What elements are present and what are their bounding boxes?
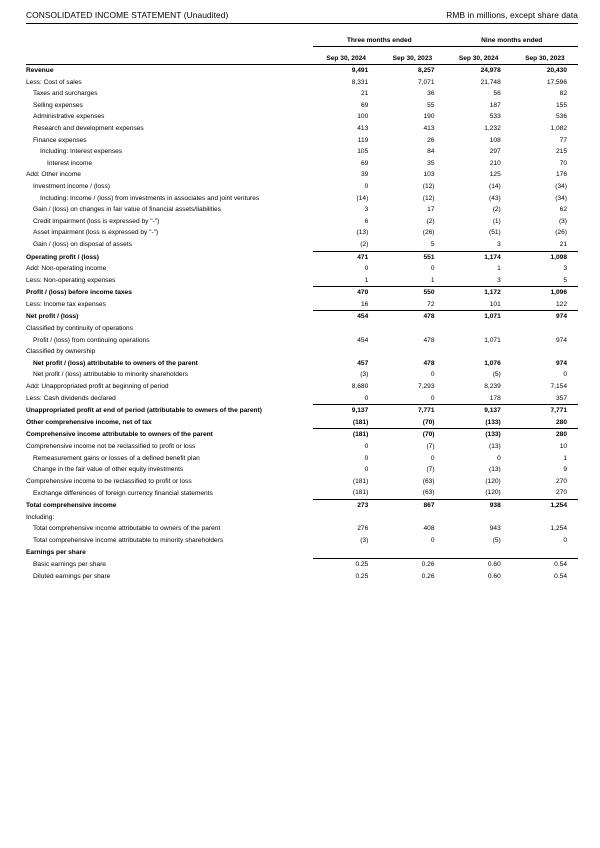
row-value: 270 xyxy=(555,489,567,497)
table-row xyxy=(26,77,578,89)
row-value: 7,293 xyxy=(418,383,435,391)
row-value: (70) xyxy=(379,429,445,441)
row-label: Asset impairment (loss is expressed by "-") xyxy=(33,229,159,237)
table-row xyxy=(26,535,578,547)
row-label: Net profit / (loss) xyxy=(26,313,79,321)
row-value: (13) xyxy=(356,229,369,237)
row-value: 943 xyxy=(489,525,501,533)
row-value xyxy=(313,546,379,558)
row-value: 9,137 xyxy=(446,405,512,417)
row-value: (5) xyxy=(492,536,501,544)
row-value: 8,257 xyxy=(418,67,435,74)
row-value: 0 xyxy=(364,454,369,462)
row-value: 10 xyxy=(559,443,567,450)
row-label: Gain / (loss) on disposal of assets xyxy=(33,241,132,249)
table-row xyxy=(26,323,578,335)
row-value: 8,331 xyxy=(351,78,369,86)
table-row xyxy=(26,358,578,370)
row-value: (26) xyxy=(555,229,567,237)
row-value: (7) xyxy=(426,466,435,474)
row-value: (5) xyxy=(492,371,501,379)
table-row xyxy=(26,417,578,429)
row-value: 187 xyxy=(489,101,501,109)
row-value: 7,771 xyxy=(512,405,578,417)
row-value: 35 xyxy=(427,159,435,167)
row-value: 270 xyxy=(555,477,567,485)
row-label: Exchange differences of foreign currency financial statements xyxy=(33,489,213,497)
table-column-header-row xyxy=(26,49,578,65)
row-value: 470 xyxy=(313,287,379,299)
row-value: 867 xyxy=(379,499,445,511)
row-value: 0 xyxy=(364,443,369,450)
table-row xyxy=(26,381,578,393)
row-value xyxy=(313,512,379,524)
row-value xyxy=(379,546,445,558)
row-value: 357 xyxy=(555,394,567,402)
row-label: Less: Non-operating expenses xyxy=(26,277,116,285)
group-header-three-months: Three months ended xyxy=(313,33,445,49)
table-row xyxy=(26,193,578,205)
table-row xyxy=(26,393,578,405)
row-value: 70 xyxy=(559,159,567,167)
table-row xyxy=(26,239,578,251)
row-label: Total comprehensive income xyxy=(26,501,117,509)
document-header xyxy=(26,10,578,24)
table-group-header-row xyxy=(26,33,578,49)
table-row xyxy=(26,405,578,417)
row-value: 0 xyxy=(430,454,435,462)
row-label: Research and development expenses xyxy=(33,124,144,132)
row-value: 1,232 xyxy=(484,124,501,132)
row-value: 3 xyxy=(563,265,567,273)
row-label: Total comprehensive income attributable to minority shareholders xyxy=(33,536,224,544)
row-value: 0.26 xyxy=(421,572,435,580)
row-value: 0.54 xyxy=(512,558,578,570)
row-value: 1,076 xyxy=(484,359,501,367)
row-value: 1,254 xyxy=(550,525,567,533)
table-row xyxy=(26,299,578,311)
row-label: Add: Unappropriated profit at beginning of period xyxy=(26,383,169,391)
row-value: 6 xyxy=(364,217,369,225)
table-row xyxy=(26,100,578,112)
row-value: (181) xyxy=(352,477,369,485)
row-value: 0 xyxy=(364,394,369,402)
row-value: 0 xyxy=(364,466,369,474)
row-value: 1,082 xyxy=(550,124,567,132)
table-row xyxy=(26,346,578,358)
table-row xyxy=(26,546,578,558)
row-label: Operating profit / (loss) xyxy=(26,253,99,261)
column-header-0: Sep 30, 2024 xyxy=(313,49,379,65)
row-value: (133) xyxy=(446,429,512,441)
row-value: (26) xyxy=(422,229,435,237)
row-value: (43) xyxy=(489,194,501,202)
row-value: 454 xyxy=(357,336,369,344)
row-label: Less: Cost of sales xyxy=(26,78,82,86)
row-value: 0 xyxy=(430,394,435,402)
row-value: 536 xyxy=(555,113,567,121)
row-value: (34) xyxy=(555,182,567,190)
row-value: 69 xyxy=(360,159,369,167)
table-row xyxy=(26,275,578,287)
table-row xyxy=(26,311,578,323)
row-label: Profit / (loss) from continuing operations xyxy=(33,336,150,344)
row-value: (2) xyxy=(492,206,501,214)
row-value: (14) xyxy=(356,194,369,202)
row-label: Add: Non-operating income xyxy=(26,265,107,273)
row-value: 0 xyxy=(563,536,567,544)
table-row xyxy=(26,111,578,123)
row-value xyxy=(446,546,512,558)
row-value: (181) xyxy=(352,418,369,426)
row-value: 1 xyxy=(364,276,369,284)
row-value: 8,680 xyxy=(351,383,369,391)
table-row xyxy=(26,453,578,465)
row-value: 26 xyxy=(427,136,435,144)
row-label: Classified by ownership xyxy=(26,348,96,356)
row-value: 155 xyxy=(555,101,567,109)
row-value: 3 xyxy=(497,240,501,248)
row-value: (120) xyxy=(485,477,501,485)
table-row xyxy=(26,499,578,511)
row-value xyxy=(446,323,512,335)
row-value xyxy=(512,346,578,358)
row-value: (51) xyxy=(489,229,501,237)
row-value: 7,771 xyxy=(379,405,445,417)
row-label: Interest income xyxy=(47,159,93,167)
row-value: 17 xyxy=(427,206,435,214)
row-value: (3) xyxy=(558,217,567,225)
row-value: 0 xyxy=(430,265,435,273)
row-value: (63) xyxy=(422,489,435,497)
row-value: (2) xyxy=(426,217,435,225)
row-value: 1,254 xyxy=(512,499,578,511)
row-value: 77 xyxy=(559,136,567,144)
row-label: Including: Income / (loss) from investments in associates and joint ventures xyxy=(40,194,260,202)
row-value: 108 xyxy=(489,136,501,144)
row-value: 471 xyxy=(313,251,379,263)
row-value: 69 xyxy=(360,101,369,109)
row-value: 176 xyxy=(555,171,567,179)
row-value: 1,098 xyxy=(512,251,578,263)
row-value: (12) xyxy=(422,182,435,190)
row-value xyxy=(379,512,445,524)
row-value: 413 xyxy=(423,124,435,132)
row-value: 39 xyxy=(360,171,369,179)
row-value: 82 xyxy=(559,90,567,98)
table-row xyxy=(26,135,578,147)
row-label: Comprehensive income to be reclassified to profit or loss xyxy=(26,477,192,485)
row-value: 3 xyxy=(364,206,369,214)
row-value: (12) xyxy=(422,194,435,202)
row-value: (14) xyxy=(489,182,501,190)
row-label: Finance expenses xyxy=(33,136,87,144)
row-value: 5 xyxy=(430,240,435,248)
row-value: 273 xyxy=(313,499,379,511)
table-row xyxy=(26,487,578,499)
row-value: 276 xyxy=(357,525,369,533)
row-value: 551 xyxy=(379,251,445,263)
table-row xyxy=(26,123,578,135)
row-label: Diluted earnings per share xyxy=(33,572,111,580)
row-value: 122 xyxy=(555,300,567,308)
row-label: Remeasurement gains or losses of a defined benefit plan xyxy=(33,454,200,462)
row-label: Less: Income tax expenses xyxy=(26,301,106,309)
table-row xyxy=(26,335,578,347)
row-value: 101 xyxy=(489,300,501,308)
row-value: 413 xyxy=(357,124,369,132)
row-value: 0 xyxy=(430,536,435,544)
row-value: 9,491 xyxy=(351,67,369,74)
row-value: 1 xyxy=(497,265,501,273)
row-value: 125 xyxy=(489,171,501,179)
row-value: 8,239 xyxy=(484,383,501,391)
row-value xyxy=(512,512,578,524)
row-value xyxy=(379,323,445,335)
row-value xyxy=(512,546,578,558)
table-row xyxy=(26,441,578,453)
row-value: 1,174 xyxy=(446,251,512,263)
row-value: 974 xyxy=(555,336,567,344)
row-label: Comprehensive income not be reclassified to profit or loss xyxy=(26,443,196,450)
row-value: 0 xyxy=(364,265,369,273)
row-value xyxy=(379,346,445,358)
row-value: 478 xyxy=(423,359,435,367)
row-label: Credit impairment (loss is expressed by "-") xyxy=(33,217,160,225)
table-body xyxy=(26,65,578,583)
row-value: 0.25 xyxy=(313,558,379,570)
row-value: 7,154 xyxy=(550,383,567,391)
row-value: 119 xyxy=(357,136,369,144)
units-note: RMB in millions, except share data xyxy=(446,10,578,20)
row-value xyxy=(313,346,379,358)
row-value: 974 xyxy=(512,311,578,323)
row-value: 100 xyxy=(357,113,369,121)
row-value: 17,596 xyxy=(546,78,567,86)
row-label: Other comprehensive income, net of tax xyxy=(26,419,152,427)
row-value: 84 xyxy=(427,148,435,156)
row-value: (133) xyxy=(485,418,501,426)
row-label: Net profit / (loss) attributable to owners of the parent xyxy=(33,359,198,367)
row-value: (2) xyxy=(360,240,369,248)
row-value: 938 xyxy=(446,499,512,511)
row-value: (3) xyxy=(360,371,369,379)
row-value: (7) xyxy=(426,443,435,450)
row-value: 20,430 xyxy=(546,67,567,74)
row-label: Change in the fair value of other equity investments xyxy=(33,466,184,474)
row-value: (70) xyxy=(422,418,435,426)
row-label: Including: xyxy=(26,513,55,521)
row-label: Classified by continuity of operations xyxy=(26,325,134,333)
row-value: 0.25 xyxy=(355,572,369,580)
row-label: Selling expenses xyxy=(33,101,83,109)
row-value: 72 xyxy=(427,300,435,308)
row-value: 1,071 xyxy=(484,336,501,344)
table-row xyxy=(26,512,578,524)
table-row xyxy=(26,146,578,158)
table-row xyxy=(26,88,578,100)
row-value: (13) xyxy=(489,443,501,450)
row-value: (120) xyxy=(485,489,501,497)
row-value: 974 xyxy=(555,359,567,367)
row-value: 21,748 xyxy=(480,78,501,86)
row-value: 0.26 xyxy=(379,558,445,570)
row-value xyxy=(512,323,578,335)
row-value: 103 xyxy=(423,171,435,179)
row-value: 21 xyxy=(360,90,369,98)
table-row xyxy=(26,169,578,181)
row-value: 105 xyxy=(357,148,369,156)
row-value: 190 xyxy=(423,113,435,121)
row-label: Taxes and surcharges xyxy=(33,90,98,98)
row-label: Revenue xyxy=(26,67,54,74)
row-value: 9 xyxy=(563,466,567,474)
table-row xyxy=(26,287,578,299)
table-row xyxy=(26,181,578,193)
row-value: 0 xyxy=(563,371,567,379)
row-value: 178 xyxy=(489,394,501,402)
table-row xyxy=(26,204,578,216)
row-value: 533 xyxy=(489,113,501,121)
table-row xyxy=(26,464,578,476)
table-row xyxy=(26,65,578,77)
row-value: 62 xyxy=(559,206,567,214)
row-value: 5 xyxy=(563,276,567,284)
row-value: 0.54 xyxy=(554,572,567,580)
row-value: (13) xyxy=(489,466,501,474)
row-value: 280 xyxy=(555,418,567,426)
row-label: Add: Other income xyxy=(26,171,81,179)
row-value: 1 xyxy=(563,454,567,462)
row-value: 1,071 xyxy=(446,311,512,323)
row-value: 454 xyxy=(313,311,379,323)
row-value: 1 xyxy=(430,276,435,284)
row-value: (34) xyxy=(555,194,567,202)
row-value: 7,071 xyxy=(418,78,435,86)
table-row xyxy=(26,251,578,263)
row-value xyxy=(446,346,512,358)
table-row xyxy=(26,216,578,228)
row-value: 457 xyxy=(357,359,369,367)
table-row xyxy=(26,558,578,570)
row-value: 478 xyxy=(423,336,435,344)
row-value: 36 xyxy=(427,90,435,98)
row-value: (3) xyxy=(360,536,369,544)
row-value: 24,978 xyxy=(480,67,501,74)
row-label: Gain / (loss) on changes in fair value of financial assets/liabilities xyxy=(33,206,222,214)
row-value xyxy=(446,512,512,524)
row-value: 408 xyxy=(423,525,435,533)
table-row xyxy=(26,227,578,239)
column-header-2: Sep 30, 2024 xyxy=(446,49,512,65)
row-value: 1,172 xyxy=(446,287,512,299)
row-label: Earnings per share xyxy=(26,548,86,556)
row-label: Comprehensive income attributable to owners of the parent xyxy=(26,431,213,439)
column-header-1: Sep 30, 2023 xyxy=(379,49,445,65)
table-row xyxy=(26,429,578,441)
row-value: 55 xyxy=(427,101,435,109)
row-value: 0 xyxy=(430,371,435,379)
row-value: 9,137 xyxy=(313,405,379,417)
row-value: 0 xyxy=(364,182,369,190)
row-value: 0.60 xyxy=(487,572,501,580)
row-label: Total comprehensive income attributable to owners of the parent xyxy=(33,525,221,533)
row-value: 210 xyxy=(489,159,501,167)
row-value: 3 xyxy=(497,276,501,284)
row-value: 16 xyxy=(360,300,369,308)
row-label: Less: Cash dividends declared xyxy=(26,395,116,403)
row-label: Administrative expenses xyxy=(33,113,105,121)
row-value: 215 xyxy=(555,148,567,156)
row-value: 280 xyxy=(512,429,578,441)
row-label: Including: Interest expenses xyxy=(40,148,123,156)
table-row xyxy=(26,523,578,535)
row-value: 550 xyxy=(379,287,445,299)
row-value: 297 xyxy=(489,148,501,156)
row-label: Basic earnings per share xyxy=(33,560,106,568)
row-value: 478 xyxy=(379,311,445,323)
table-row xyxy=(26,158,578,170)
row-value: 0 xyxy=(497,454,501,462)
row-value: 21 xyxy=(559,240,567,248)
row-label: Investment income / (loss) xyxy=(33,182,110,190)
page-title: CONSOLIDATED INCOME STATEMENT (Unaudited) xyxy=(26,10,229,20)
row-value: 1,096 xyxy=(512,287,578,299)
row-value: (1) xyxy=(492,217,501,225)
row-value: 56 xyxy=(493,90,501,98)
table-row xyxy=(26,476,578,488)
row-value: (181) xyxy=(313,429,379,441)
row-label: Profit / (loss) before income taxes xyxy=(26,289,132,297)
row-value: 0.60 xyxy=(446,558,512,570)
row-label: Net profit / (loss) attributable to minority shareholders xyxy=(33,371,189,379)
table-row xyxy=(26,369,578,381)
table-row xyxy=(26,263,578,275)
column-header-3: Sep 30, 2023 xyxy=(512,49,578,65)
group-header-nine-months: Nine months ended xyxy=(446,33,578,49)
income-statement-table xyxy=(26,33,578,582)
row-value: (63) xyxy=(422,477,435,485)
row-value xyxy=(313,323,379,335)
row-label: Unappropriated profit at end of period (attributable to owners of the parent) xyxy=(26,407,262,415)
table-row xyxy=(26,571,578,583)
row-value: (181) xyxy=(352,489,369,497)
